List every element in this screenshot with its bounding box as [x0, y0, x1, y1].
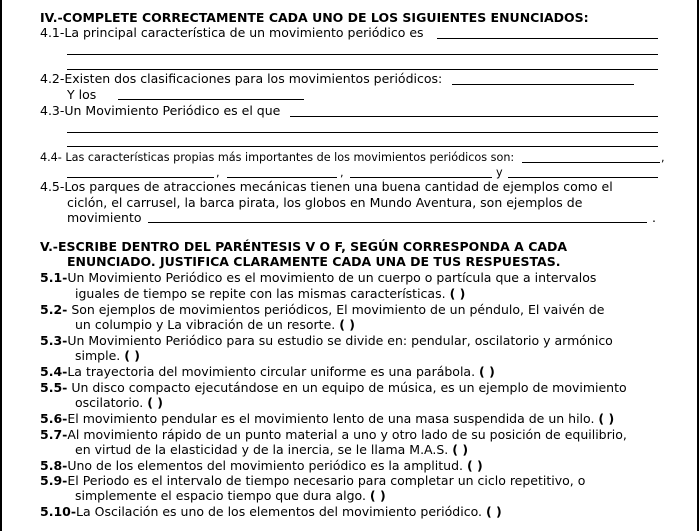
item-5-7-line2	[75, 442, 468, 457]
item-text: Un disco compacto ejecutándose en un equipo de música, es un ejemplo de movimiento	[67, 380, 627, 395]
answer-parenthesis[interactable]: ( )	[147, 395, 163, 410]
item-text: Uno de los elementos del movimiento periódico es la amplitud.	[67, 458, 463, 473]
item-text-2: oscilatorio.	[75, 395, 144, 410]
q4-1-answer-line[interactable]	[437, 38, 658, 39]
item-text: La Oscilación es uno de los elementos del movimiento periódico.	[76, 504, 482, 519]
item-text: Son ejemplos de movimientos periódicos, El movimiento de un péndulo, El vaivén de	[67, 302, 605, 317]
item-text-2: en virtud de la elasticidad y de la inercia, se le llama M.A.S.	[75, 442, 449, 457]
q4-5-answer-line[interactable]	[148, 222, 647, 223]
q4-3-answer-line-2[interactable]	[67, 132, 658, 133]
q4-4-text: 4.4- Las características propias más importantes de los movimientos periódicos son:	[40, 151, 515, 164]
section5-heading-2: ENUNCIADO. JUSTIFICA CLARAMENTE CADA UNA DE TUS RESPUESTAS.	[67, 254, 561, 269]
q4-2-answer-line-2[interactable]	[118, 99, 304, 100]
left-border	[0, 0, 2, 531]
item-text: Un Movimiento Periódico es el movimiento de un cuerpo o partícula que a intervalos	[67, 270, 597, 285]
item-number: 5.10-	[40, 504, 77, 519]
item-text-2: un columpio y La vibración de un resorte.	[75, 317, 336, 332]
q4-4-answer-line-2[interactable]	[67, 177, 214, 178]
q4-4-comma: ,	[661, 151, 665, 164]
q4-1-answer-line-2[interactable]	[67, 54, 658, 55]
q4-5-text-c: movimiento	[67, 210, 142, 225]
answer-parenthesis[interactable]: ( )	[598, 411, 615, 426]
item-number: 5.3-	[40, 333, 68, 348]
item-text: El Periodo es el intervalo de tiempo necesario para completar un ciclo repetitivo, o	[67, 473, 586, 488]
item-5-4	[40, 364, 495, 379]
item-number: 5.7-	[40, 427, 68, 442]
q4-1-text: 4.1-La principal característica de un movimiento periódico es	[40, 25, 424, 40]
answer-parenthesis[interactable]: ( )	[124, 348, 140, 363]
item-5-3-line2	[75, 348, 140, 363]
item-number: 5.6-	[40, 411, 68, 426]
answer-parenthesis[interactable]: ( )	[479, 364, 495, 379]
item-text: Un Movimiento Periódico para su estudio se divide en: pendular, oscilatorio y armónico	[67, 333, 613, 348]
item-5-1-line2	[75, 286, 465, 301]
item-5-9	[40, 473, 585, 488]
item-5-2	[40, 302, 604, 317]
answer-parenthesis[interactable]: ( )	[449, 286, 466, 301]
answer-parenthesis[interactable]: ( )	[452, 442, 469, 457]
q4-5-text: 4.5-Los parques de atracciones mecánicas tienen una buena cantidad de ejemplos como el	[40, 179, 613, 194]
q4-3-answer-line-3[interactable]	[67, 146, 658, 147]
q4-3-answer-line[interactable]	[290, 116, 658, 117]
item-5-2-line2	[75, 317, 355, 332]
q4-5-dot: .	[652, 210, 656, 225]
item-text-2: simplemente el espacio tiempo que dura algo.	[75, 488, 366, 503]
item-5-7	[40, 427, 627, 442]
q4-4-answer-line-3[interactable]	[227, 177, 337, 178]
item-text: La trayectoria del movimiento circular uniforme es una parábola.	[67, 364, 476, 379]
item-text-2: iguales de tiempo se repite con las mismas características.	[75, 286, 446, 301]
item-5-8	[40, 458, 483, 473]
item-5-1	[40, 270, 596, 285]
answer-parenthesis[interactable]: ( )	[339, 317, 356, 332]
section5-heading: V.-ESCRIBE DENTRO DEL PARÉNTESIS V O F, SEGÚN CORRESPONDA A CADA	[40, 239, 568, 254]
section4-heading: IV.-COMPLETE CORRECTAMENTE CADA UNO DE LOS SIGUIENTES ENUNCIADOS:	[40, 10, 589, 25]
item-number: 5.8-	[40, 458, 68, 473]
answer-parenthesis[interactable]: ( )	[369, 488, 386, 503]
item-5-6	[40, 411, 614, 426]
item-number: 5.1-	[40, 270, 68, 285]
q4-4-comma-3: ,	[340, 166, 344, 179]
item-number: 5.2-	[40, 302, 68, 317]
item-number: 5.9-	[40, 473, 68, 488]
q4-4-y: y	[496, 166, 503, 179]
item-number: 5.4-	[40, 364, 68, 379]
q4-2-text: 4.2-Existen dos clasificaciones para los movimientos periódicos:	[40, 71, 443, 86]
item-5-9-line2	[75, 488, 386, 503]
q4-1-answer-line-3[interactable]	[67, 69, 658, 70]
answer-parenthesis[interactable]: ( )	[485, 504, 502, 519]
item-text-2: simple.	[75, 348, 121, 363]
answer-parenthesis[interactable]: ( )	[466, 458, 483, 473]
q4-4-answer-line-4[interactable]	[350, 177, 492, 178]
item-number: 5.5-	[40, 380, 68, 395]
item-text: El movimiento pendular es el movimiento lento de una masa suspendida de un hilo.	[67, 411, 595, 426]
q4-2-answer-line[interactable]	[452, 84, 634, 85]
q4-4-answer-line-1[interactable]	[522, 162, 660, 163]
q4-5-text-b: ciclón, el carrusel, la barca pirata, los globos en Mundo Aventura, son ejemplos de	[67, 195, 583, 210]
item-5-10	[40, 504, 502, 519]
item-text: Al movimiento rápido de un punto material a uno y otro lado de su posición de equilibrio,	[67, 427, 627, 442]
item-5-3	[40, 333, 613, 348]
item-5-5	[40, 380, 627, 395]
q4-4-comma-2: ,	[216, 166, 220, 179]
q4-3-text: 4.3-Un Movimiento Periódico es el que	[40, 103, 281, 118]
q4-2-text-b: Y los	[67, 87, 97, 102]
q4-4-answer-line-5[interactable]	[508, 177, 658, 178]
item-5-5-line2	[75, 395, 163, 410]
